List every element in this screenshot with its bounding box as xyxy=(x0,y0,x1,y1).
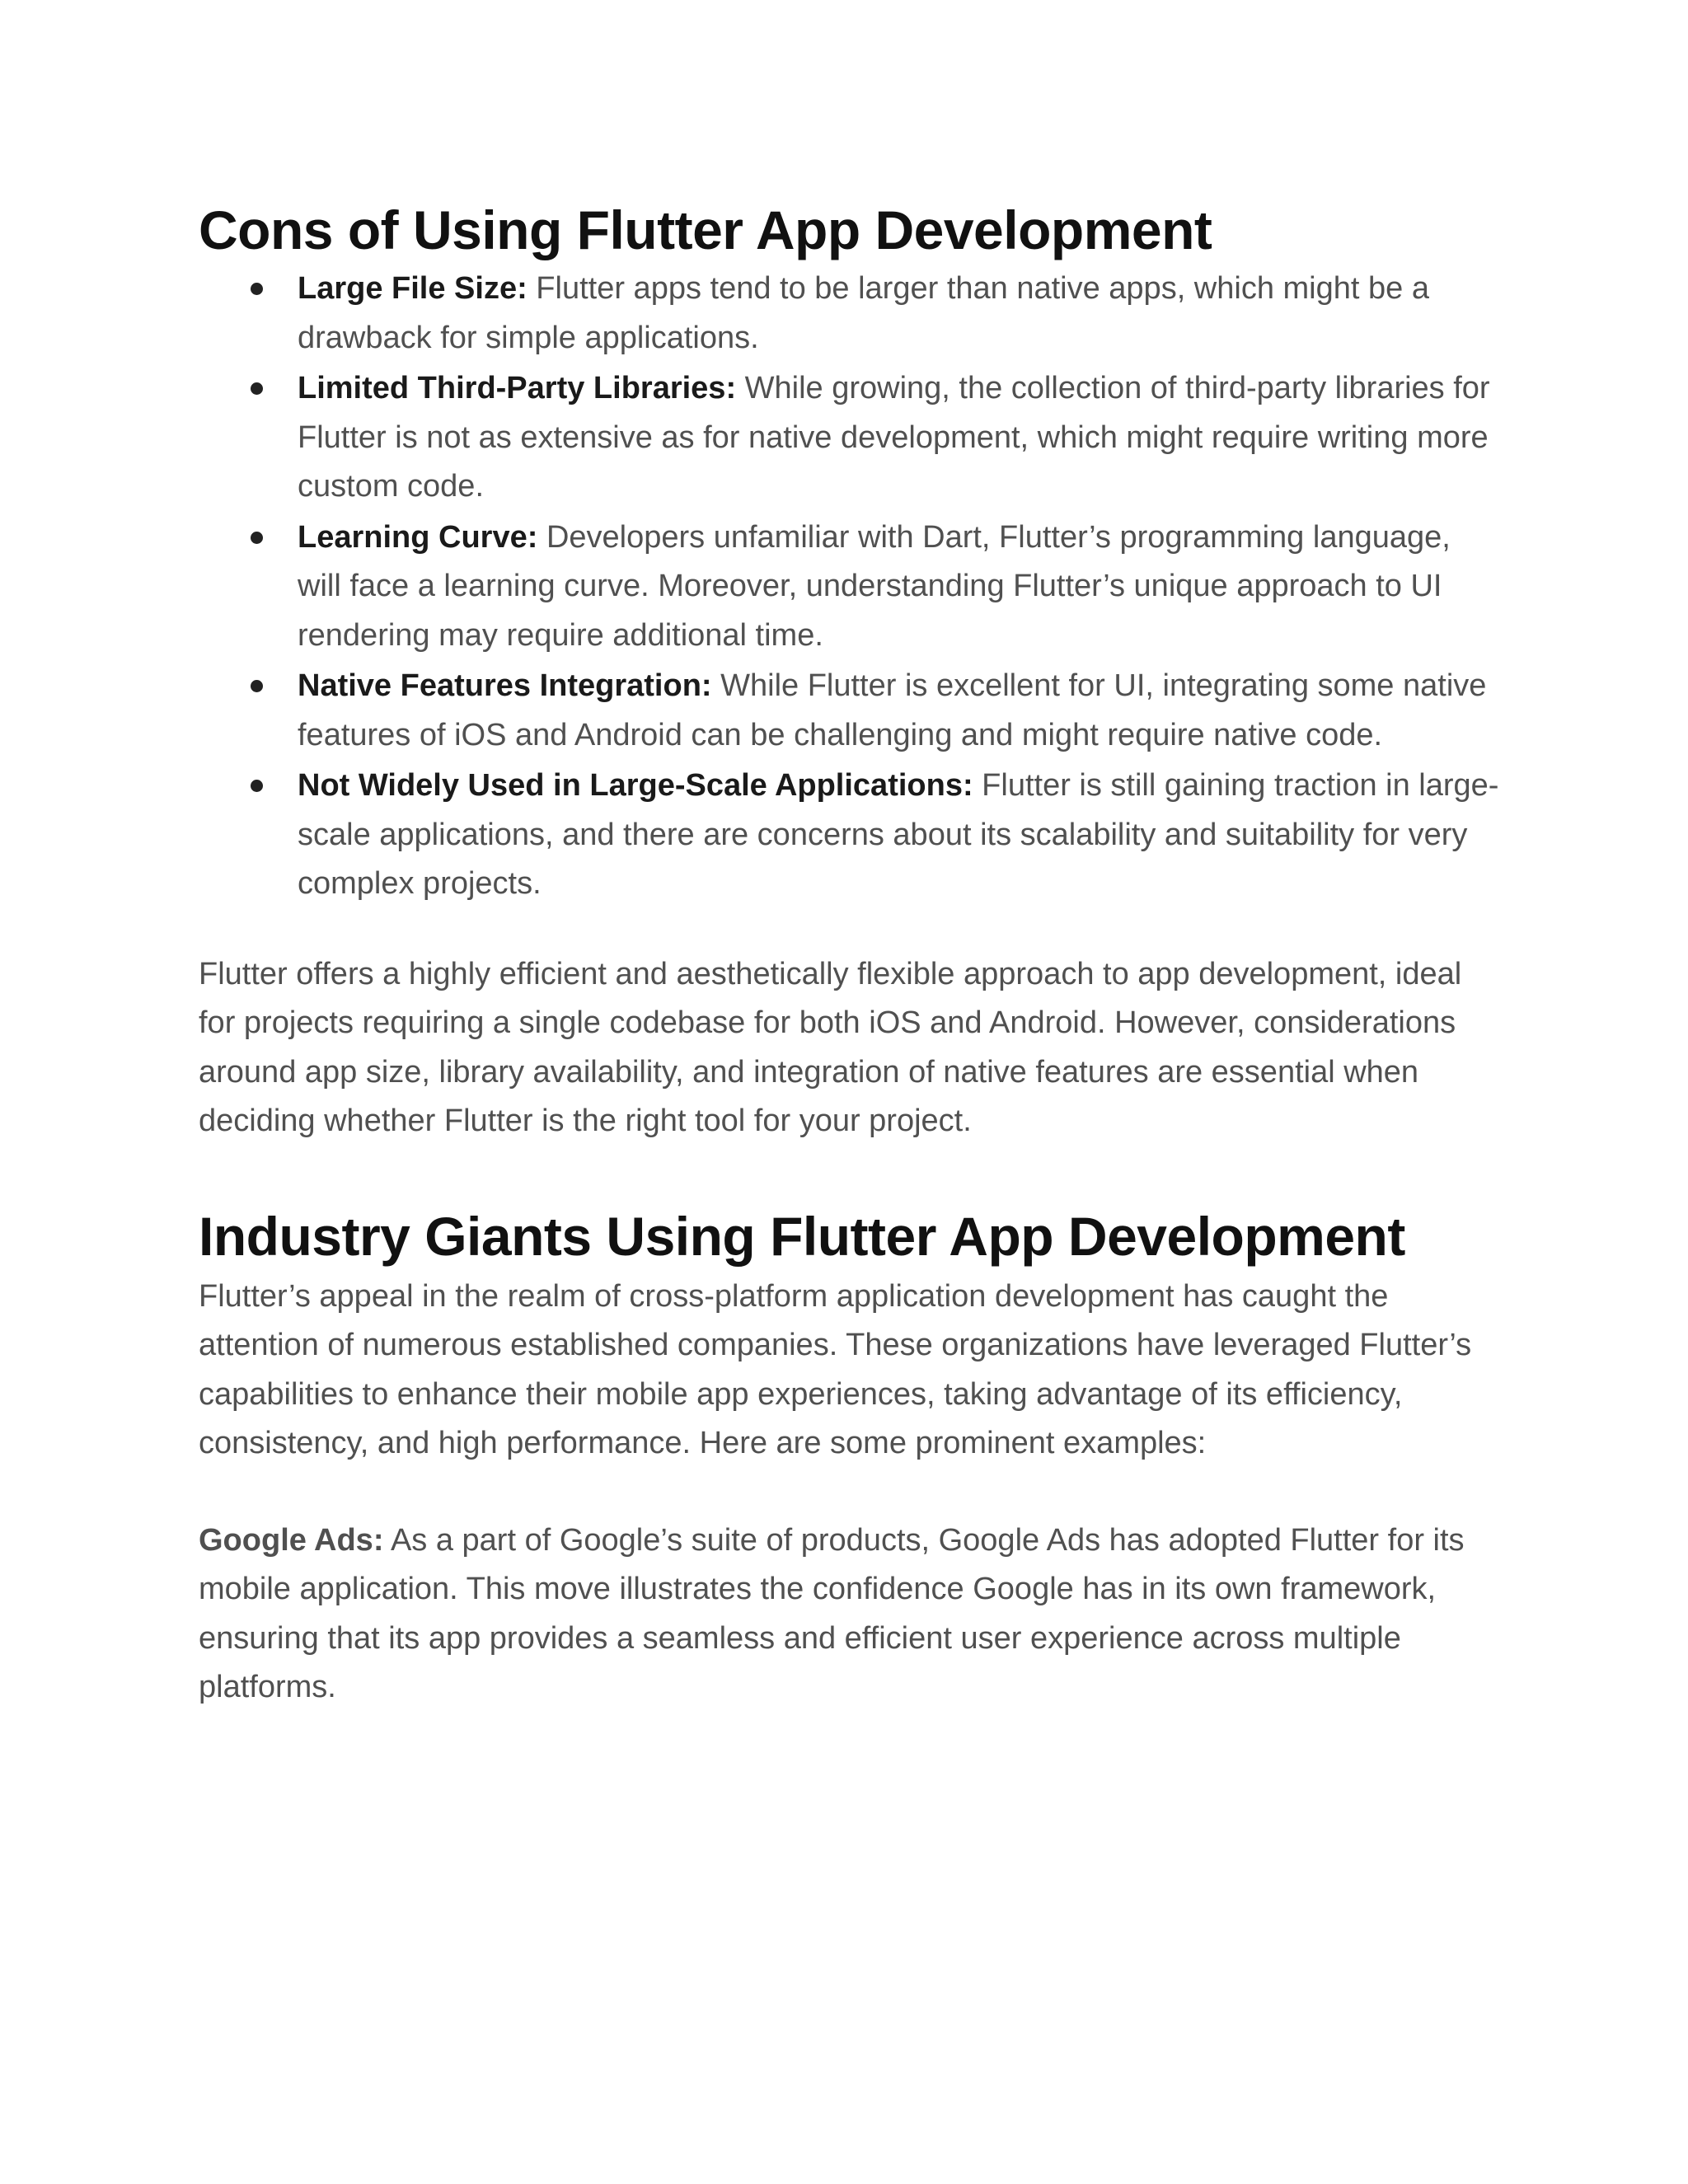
bullet-icon xyxy=(251,532,263,544)
cons-item-term: Large File Size: xyxy=(298,271,528,307)
giants-heading: Industry Giants Using Flutter App Development xyxy=(199,1205,1405,1267)
cons-list xyxy=(199,265,1501,909)
bullet-icon xyxy=(251,780,263,792)
cons-item-term: Learning Curve: xyxy=(298,519,538,555)
cons-heading: Cons of Using Flutter App Development xyxy=(199,199,1212,260)
cons-item-large-scale xyxy=(298,762,1501,909)
document-page xyxy=(199,198,1501,1713)
cons-item-text: While growing, the collection of third-party libraries for Flutter is not as extensive as for native development, which might require writing more custom code. xyxy=(298,371,1490,504)
cons-item-text: While Flutter is excellent for UI, integrating some native features of iOS and Android can be challenging and might require native code. xyxy=(298,668,1487,752)
cons-item-text: Flutter is still gaining traction in large-scale applications, and there are concerns about its scalability and suitability for very complex projects. xyxy=(298,768,1499,902)
giants-intro-paragraph: Flutter’s appeal in the realm of cross-platform application development has caught the attention of numerous established companies. These organizations have leveraged Flutter’s capabilities to enhance their mobile app experiences, taking advantage of its efficiency, consistency, and high performance. Here are some prominent examples: xyxy=(199,1278,1472,1461)
cons-item-term: Not Widely Used in Large-Scale Applications: xyxy=(298,768,973,804)
bullet-icon xyxy=(251,382,263,395)
bullet-icon xyxy=(251,283,263,295)
google-ads-paragraph xyxy=(199,1516,1501,1713)
bullet-icon xyxy=(251,680,263,692)
cons-item-native-features xyxy=(298,662,1501,760)
cons-item-large-file-size xyxy=(298,265,1501,363)
google-ads-term: Google Ads: xyxy=(199,1522,384,1558)
cons-item-term: Limited Third-Party Libraries: xyxy=(298,371,737,406)
cons-item-term: Native Features Integration: xyxy=(298,668,712,704)
cons-item-learning-curve xyxy=(298,513,1501,661)
cons-summary-paragraph: Flutter offers a highly efficient and aesthetically flexible approach to app development, ideal for projects requiring a single codebase for both iOS and Android. However, considerations around app size, library availability, and integration of native features are essential when deciding whether Flutter is the right tool for your project. xyxy=(199,956,1462,1139)
cons-item-limited-libraries xyxy=(298,364,1501,512)
cons-item-text: Flutter apps tend to be larger than native apps, which might be a drawback for simple applications. xyxy=(298,271,1429,355)
cons-item-text: Developers unfamiliar with Dart, Flutter’s programming language, will face a learning curve. Moreover, understanding Flutter’s unique approach to UI rendering may require additional time. xyxy=(298,519,1451,653)
google-ads-text: As a part of Google’s suite of products, Google Ads has adopted Flutter for its mobile application. This move illustrates the confidence Google has in its own framework, ensuring that its app provides a seamless and efficient user experience across multiple platforms. xyxy=(199,1522,1465,1705)
